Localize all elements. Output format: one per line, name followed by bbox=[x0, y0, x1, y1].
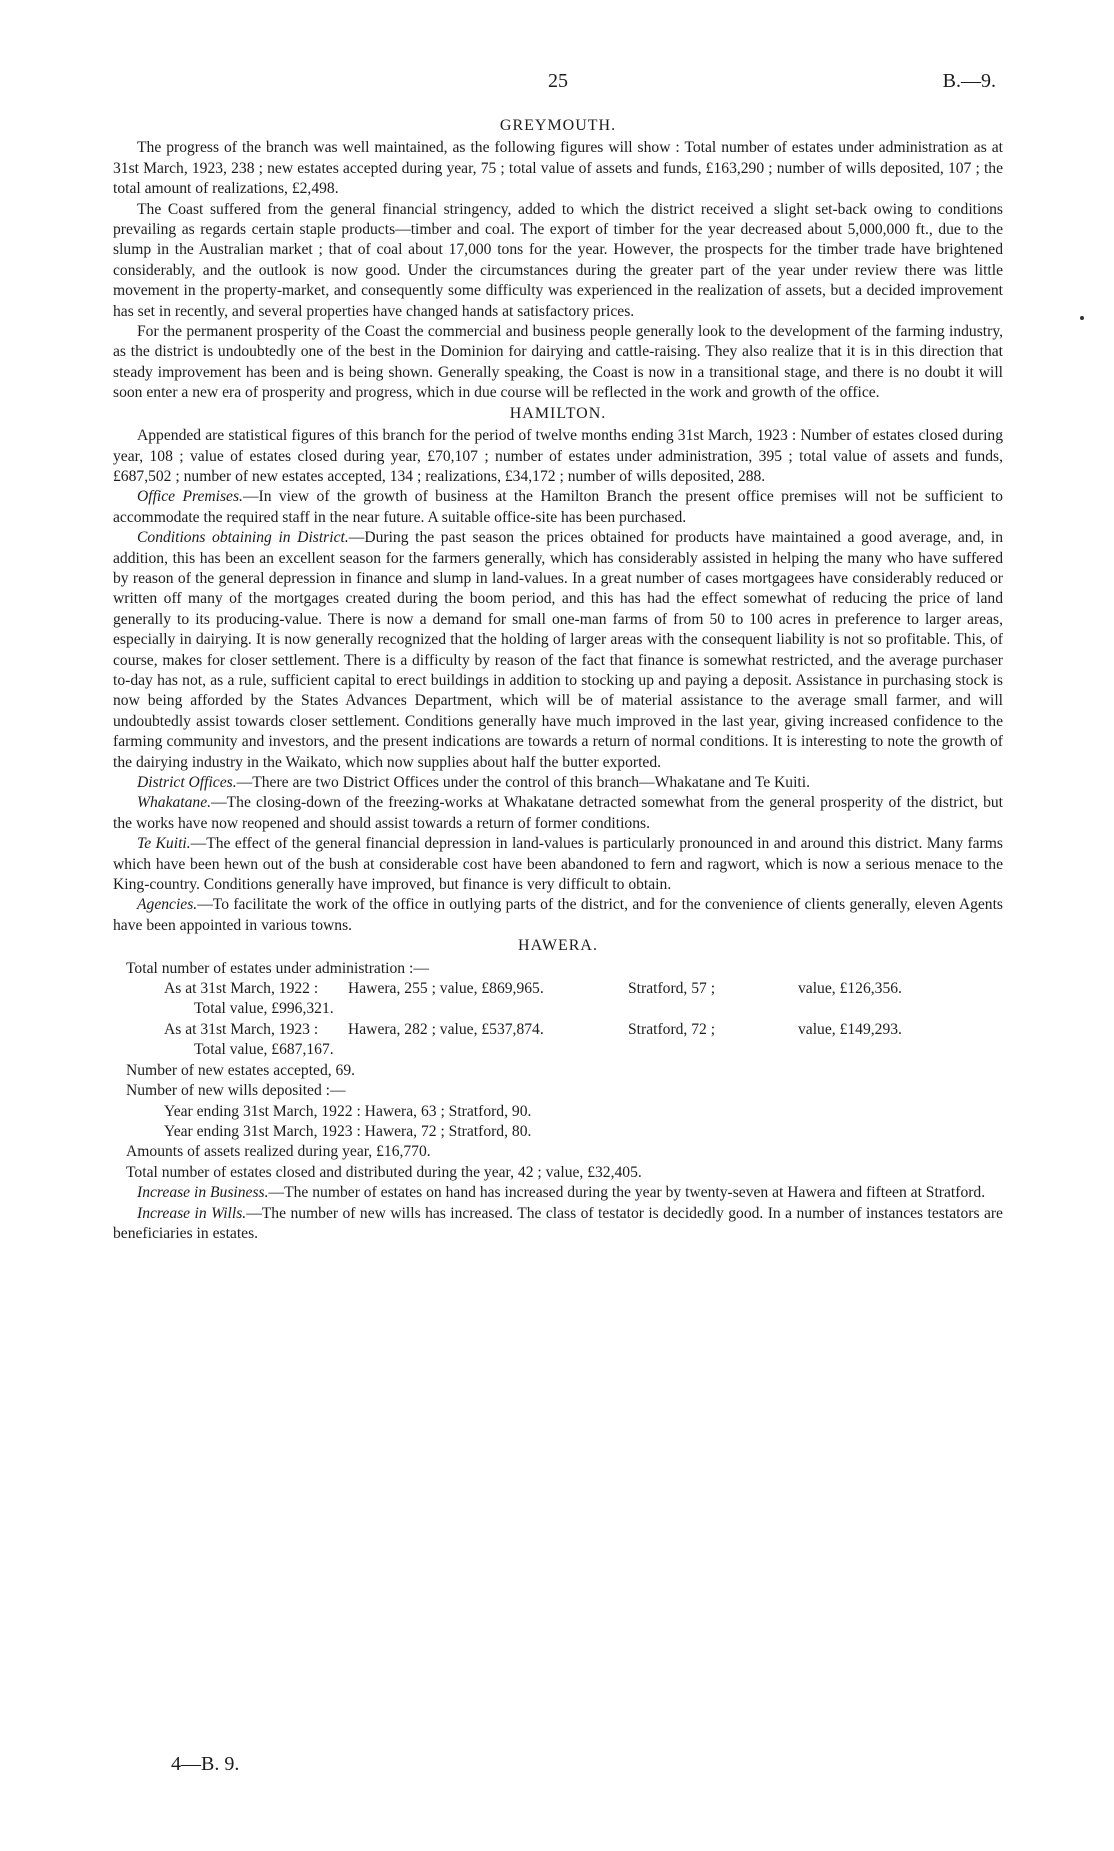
wills-1922: Year ending 31st March, 1922 : Hawera, 63 ; Stratford, 90. bbox=[164, 1102, 532, 1120]
greymouth-paragraph-1: The progress of the branch was well maintained, as the following figures will show : Total number of estates under administration as at 31st March, 1923, 238 ; new estates accepted during year, 75 ; total value of assets and funds, £163,290 ; number of wills deposited, 107 ; the total amount of realizations, £2,498. bbox=[113, 139, 1003, 198]
estates-1922-stratford-value: value, £126,356. bbox=[798, 980, 902, 998]
stray-mark bbox=[1080, 316, 1084, 320]
page-header bbox=[0, 70, 1114, 100]
increase-in-wills-text: —The number of new wills has increased. The class of testator is decidedly good. In a number of instances testators are beneficiaries in estates. bbox=[113, 1204, 1003, 1242]
estates-1922-date: As at 31st March, 1922 : bbox=[164, 980, 319, 998]
total-value-1923: Total value, £687,167. bbox=[194, 1041, 334, 1059]
page-number: 25 bbox=[548, 70, 568, 92]
agencies-lead: Agencies. bbox=[137, 896, 198, 914]
estates-closed: Total number of estates closed and distributed during the year, 42 ; value, £32,405. bbox=[126, 1163, 642, 1181]
te-kuiti-lead: Te Kuiti. bbox=[137, 835, 191, 853]
hamilton-section bbox=[113, 404, 1003, 937]
conditions-text: —During the past season the prices obtained for products have maintained a good average, and, in addition, this has been an excellent season for the farmers generally, which has considerably assisted in helping the many who have suffered by reason of the general depression in finance and slump in land-values. In a great number of cases mortgagees have considerably reduced or written off many of the mortgages created during the boom period, and this has had the effect somewhat of reducing the price of land generally to its producing-value. There is now a demand for small one-man farms of from 50 to 100 acres in preference to larger areas, especially in dairying. It is now generally recognized that the holding of larger areas with the consequent liability is not so profitable. This, of course, makes for closer settlement. There is a difficulty by reason of the fact that finance is somewhat restricted, and the average purchaser to-day has not, as a rule, sufficient capital to erect buildings in addition to stocking up and paying a deposit. Assistance in purchasing stock is now being afforded by the States Advances Department, which will be of material assistance to the average small farmer, and will undoubtedly assist towards closer settlement. Conditions generally have much improved in the last year, giving increased confidence to the farming community and investors, and the present indications are towards a return of normal conditions. It is interesting to note the growth of the dairying industry in the Waikato, which now supplies about half the butter exported. bbox=[113, 529, 1004, 771]
increase-in-business-paragraph bbox=[113, 1183, 1003, 1203]
estates-row-1922 bbox=[113, 979, 1003, 999]
page-content bbox=[113, 116, 1003, 1244]
office-premises-paragraph bbox=[113, 487, 1003, 528]
increase-in-wills-lead: Increase in Wills. bbox=[137, 1204, 247, 1222]
estates-1923-stratford: Stratford, 72 ; bbox=[628, 1020, 716, 1038]
hamilton-paragraph-1: Appended are statistical figures of this branch for the period of twelve months ending 31st March, 1923 : Number of estates closed during year, 108 ; value of estates closed during year, £70,107 ; number of estates under administration, 395 ; total value of assets and funds, £687,502 ; number of new estates accepted, 134 ; realizations, £34,172 ; number of wills deposited, 288. bbox=[113, 427, 1003, 485]
te-kuiti-text: —The effect of the general financial depression in land-values is particularly pronounced in and around this district. Many farms which have been hewn out of the bush at considerable cost have been abandoned to fern and ragwort, which is now a serious menace to the King-country. Conditions generally have improved, but finance is very difficult to obtain. bbox=[113, 835, 1003, 894]
agencies-text: —To facilitate the work of the office in outlying parts of the district, and for the convenience of clients generally, eleven Agents have been appointed in various towns. bbox=[113, 896, 1003, 934]
hawera-section bbox=[113, 936, 1003, 1244]
office-premises-text: —In view of the growth of business at the Hamilton Branch the present office premises will not be sufficient to accommodate the required staff in the near future. A suitable office-site has been purchased. bbox=[113, 488, 1003, 526]
increase-in-business-text: —The number of estates on hand has increased during the year by twenty-seven at Hawera and fifteen at Stratford. bbox=[268, 1184, 986, 1202]
estates-1923-hawera: Hawera, 282 ; value, £537,874. bbox=[348, 1020, 544, 1038]
conditions-lead: Conditions obtaining in District. bbox=[137, 529, 349, 547]
office-premises-lead: Office Premises. bbox=[137, 488, 243, 506]
estates-1922-hawera: Hawera, 255 ; value, £869,965. bbox=[348, 980, 544, 998]
district-offices-paragraph bbox=[113, 773, 1003, 793]
te-kuiti-paragraph bbox=[113, 834, 1003, 895]
estates-1923-stratford-value: value, £149,293. bbox=[798, 1020, 902, 1038]
estates-row-1923 bbox=[113, 1020, 1003, 1040]
hawera-heading: HAWERA. bbox=[518, 937, 598, 955]
estates-under-administration-label: Total number of estates under administration :— bbox=[126, 959, 429, 977]
district-offices-lead: District Offices. bbox=[137, 774, 237, 791]
hawera-statistics bbox=[113, 959, 1003, 1183]
wills-1923: Year ending 31st March, 1923 : Hawera, 72 ; Stratford, 80. bbox=[164, 1122, 532, 1140]
total-value-1922: Total value, £996,321. bbox=[194, 1000, 334, 1018]
increase-in-wills-paragraph bbox=[113, 1204, 1003, 1245]
conditions-paragraph bbox=[113, 528, 1003, 773]
greymouth-section bbox=[113, 116, 1003, 404]
whakatane-lead: Whakatane. bbox=[137, 794, 212, 812]
assets-realized: Amounts of assets realized during year, £16,770. bbox=[126, 1143, 431, 1161]
whakatane-text: —The closing-down of the freezing-works at Whakatane detracted somewhat from the general prosperity of the district, but the works have now reopened and should assist towards a return of former conditions. bbox=[113, 794, 1003, 832]
footer-reference: 4—B. 9. bbox=[171, 1753, 240, 1775]
estates-1923-date: As at 31st March, 1923 : bbox=[164, 1020, 319, 1038]
whakatane-paragraph bbox=[113, 793, 1003, 834]
greymouth-paragraph-2: The Coast suffered from the general financial stringency, added to which the district received a slight set-back owing to conditions prevailing as regards certain staple products—timber and coal. The export of timber for the year decreased about 5,000,000 ft., due to the slump in the Australian market ; that of coal about 17,000 tons for the year. However, the prospects for the timber trade have brightened considerably, and the outlook is now good. Under the circumstances during the greater part of the year under review there was little movement in the property-market, and consequently some difficulty was experienced in the realization of assets, but a decided improvement has set in recently, and several properties have changed hands at satisfactory prices. bbox=[113, 200, 1003, 320]
greymouth-paragraph-3: For the permanent prosperity of the Coast the commercial and business people generally look to the development of the farming industry, as the district is undoubtedly one of the best in the Dominion for dairying and cattle-raising. They also realize that it is in this direction that steady improvement has been and is being shown. Generally speaking, the Coast is now in a transitional stage, and there is no doubt it will soon enter a new era of prosperity and progress, which in due course will be reflected in the work and growth of the office. bbox=[113, 323, 1003, 402]
new-estates-accepted: Number of new estates accepted, 69. bbox=[126, 1061, 356, 1079]
greymouth-heading: GREYMOUTH. bbox=[499, 117, 617, 134]
new-wills-label: Number of new wills deposited :— bbox=[126, 1082, 346, 1100]
hamilton-heading: HAMILTON. bbox=[509, 404, 607, 422]
document-reference: B.—9. bbox=[942, 70, 996, 92]
district-offices-text: —There are two District Offices under the control of this branch—Whakatane and Te Kuiti. bbox=[236, 774, 810, 791]
agencies-paragraph bbox=[113, 895, 1003, 936]
estates-1922-stratford: Stratford, 57 ; bbox=[628, 980, 716, 998]
increase-in-business-lead: Increase in Business. bbox=[137, 1184, 269, 1202]
